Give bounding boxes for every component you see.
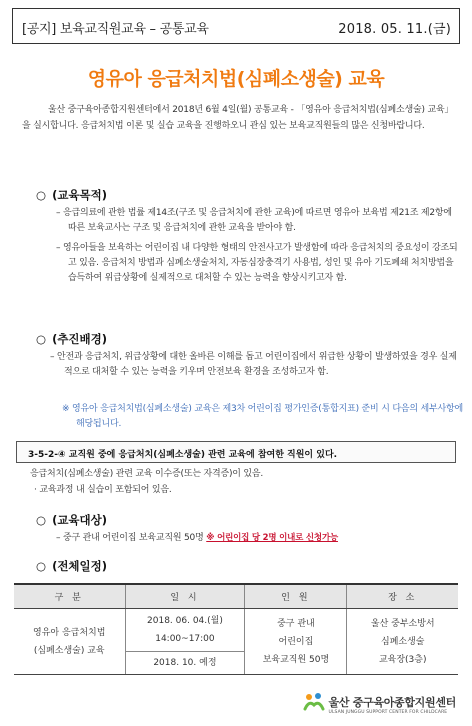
notice-date: 2018. 05. 11.(금): [338, 22, 451, 37]
col-category: 구 분: [14, 584, 125, 609]
intro-paragraph: 울산 중구육아종합지원센터에서 2018년 6월 4일(월) 공통교육 - 「영유아 응급처치법(심폐소생술) 교육」을 실시합니다. 응급처치법 이론 및 실습 교육을 진행하오니 관심 있는 보육교직원들의 많은 신청바랍니다.: [22, 105, 449, 131]
cell-datetime: 2018. 06. 04.(월) 14:00~17:00 2018. 10. 예정: [125, 609, 245, 675]
col-place: 장 소: [347, 584, 458, 609]
schedule-table: [14, 583, 458, 675]
cell-place: 울산 중부소방서 심폐소생술 교육장(3층): [347, 609, 458, 675]
col-datetime: 일 시: [125, 584, 245, 609]
cell-people: 중구 관내 어린이집 보육교직원 50명: [245, 609, 347, 675]
background-item: – 안전과 응급처치, 위급상황에 대한 올바른 이해를 돕고 어린이집에서 위급한 상황이 발생하였을 경우 실제적으로 대처할 수 있는 능력을 키우며 안전보육 환경을 조성하고자 함.: [50, 352, 457, 377]
schedule-heading: ○ (전체일정): [36, 559, 108, 573]
notice-title: [공지] 보육교직원교육 – 공통교육: [22, 22, 209, 37]
table-row: [14, 609, 458, 675]
purpose-item-2: – 영유아들을 보육하는 어린이집 내 다양한 형태의 안전사고가 발생함에 따라 응급처치의 중요성이 강조되고 있음. 응급처치 방법과 심폐소생술처치, 자동심장충격기 사용법, 성인 및 유아 기도폐쇄 처치방법을 습득하여 위급상황에 실제적으로 대처할 수 있는 능력을 향상시키고자 함.: [56, 243, 458, 283]
criteria-text: 3-5-2-④ 교직원 중에 응급처치(심폐소생술) 관련 교육에 참여한 직원이 있다.: [28, 450, 338, 460]
notice-header: [12, 8, 460, 44]
criteria-box: [16, 441, 456, 463]
org-name-en: ULSAN JUNGGU SUPPORT CENTER FOR CHILDCARE: [328, 709, 448, 715]
criteria-line-2: · 교육과정 내 실습이 포함되어 있음.: [34, 485, 172, 495]
purpose-item-1: – 응급의료에 관한 법률 제14조(구조 및 응급처치에 관한 교육)에 따르면 영유아 보육법 제21조 제2항에 따른 보육교사는 구조 및 응급처치에 관한 교육을 받아야 함.: [56, 208, 452, 233]
target-heading: ○ (교육대상): [36, 513, 108, 527]
target-item: [56, 531, 338, 546]
criteria-line-1: 응급처치(심폐소생술) 관련 교육 이수증(또는 자격증)이 있음.: [30, 469, 264, 479]
org-logo: [303, 692, 456, 716]
background-note: ※ 영유아 응급처치법(심폐소생술) 교육은 제3차 어린이집 평가인증(통합지표) 준비 시 다음의 세부사항에 해당됩니다.: [62, 404, 463, 429]
org-name: 울산 중구육아종합지원센터: [328, 695, 456, 709]
page-title: 영유아 응급처치법(심폐소생술) 교육: [87, 68, 385, 90]
target-text: – 중구 관내 어린이집 보육교직원 50명: [56, 533, 204, 543]
cell-category: 영유아 응급처치법 (심폐소생술) 교육: [14, 609, 125, 675]
purpose-heading: ○ (교육목적): [36, 188, 108, 202]
background-heading: ○ (추진배경): [36, 332, 108, 346]
target-warning: ※ 어린이집 당 2명 이내로 신청가능: [206, 533, 338, 543]
col-people: 인 원: [245, 584, 347, 609]
childcare-logo-icon: [303, 692, 325, 716]
